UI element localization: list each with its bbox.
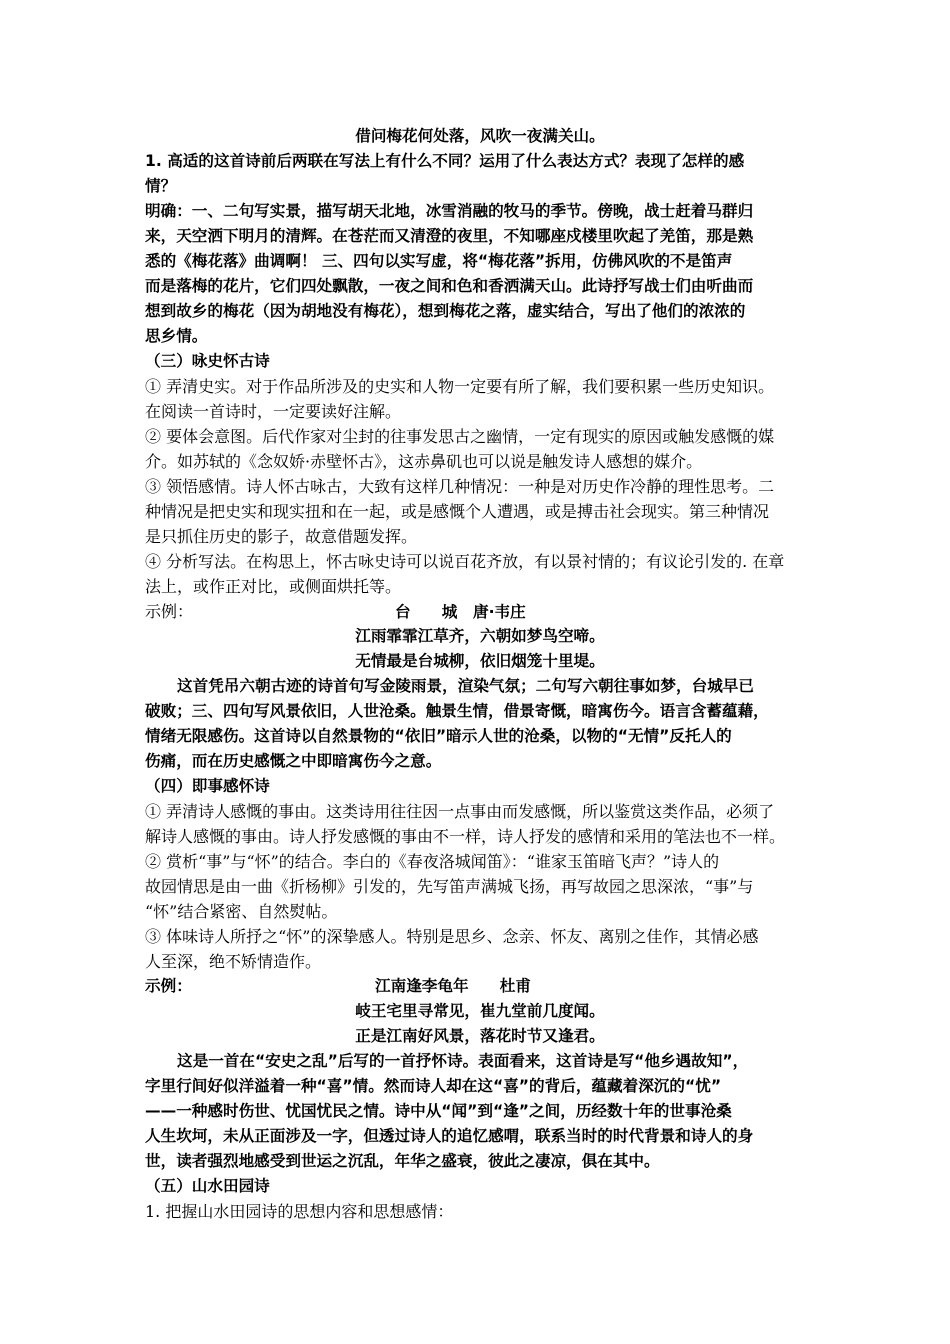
body-line: ① 弄清史实。对于作品所涉及的史实和人物一定要有所了解，我们要积累一些历史知识。 — [145, 377, 775, 396]
answer-line: 来，天空洒下明月的清辉。在苍茫而又清澄的夜里，不知哪座戍楼里吹起了羌笛，那是熟 — [145, 227, 754, 245]
answer-line: 想到故乡的梅花（因为胡地没有梅花），想到梅花之落，虚实结合，写出了他们的浓浓的 — [145, 302, 746, 320]
example-title: 台 城 唐·韦庄 — [395, 603, 526, 621]
analysis-line: 世，读者强烈地感受到世运之沉乱，年华之盛衰，彼此之凄凉，俱在其中。 — [145, 1152, 660, 1170]
analysis-line: 情绪无限感伤。这首诗以自然景物的“依旧”暗示人世的沧桑，以物的“无情”反托人的 — [145, 727, 732, 745]
body-line: ④ 分析写法。在构思上，怀古咏史诗可以说百花齐放，有以景衬情的；有议论引发的. 在章 — [145, 552, 785, 571]
example-row — [145, 599, 815, 624]
section-heading: （四）即事感怀诗 — [145, 777, 270, 795]
section-heading: （三）咏史怀古诗 — [145, 352, 270, 370]
body-line: ③ 体味诗人所抒之“怀”的深挚感人。特别是思乡、念亲、怀友、离别之佳作，其情必感 — [145, 927, 759, 946]
body-line: 是只抓住历史的影子，故意借题发挥。 — [145, 527, 418, 546]
answer-line: 思乡情。 — [145, 327, 208, 345]
section-heading: （五）山水田园诗 — [145, 1177, 270, 1195]
example-label: 示例： — [145, 977, 192, 995]
example-label: 示例： — [145, 602, 194, 621]
poem-line: 岐王宅里寻常见，崔九堂前几度闻。 — [355, 1002, 605, 1020]
body-line: 介。如苏轼的《念奴娇·赤壁怀古》，这赤鼻矶也可以说是触发诗人感想的媒介。 — [145, 452, 703, 471]
body-line: 解诗人感慨的事由。诗人抒发感慨的事由不一样，诗人抒发的感情和采用的笔法也不一样。 — [145, 827, 786, 846]
body-line: ① 弄清诗人感慨的事由。这类诗用往往因一点事由而发感慨，所以鉴赏这类作品，必须了 — [145, 802, 775, 821]
document-page — [145, 124, 815, 1224]
body-line: ② 要体会意图。后代作家对尘封的往事发思古之幽情，一定有现实的原因或触发感慨的媒 — [145, 427, 775, 446]
poem-line: 无情最是台城柳，依旧烟笼十里堤。 — [355, 652, 605, 670]
answer-line: 悉的《梅花落》曲调啊！ 三、四句以实写虚，将“梅花落”拆用，仿佛风吹的不是笛声 — [145, 252, 733, 270]
question-1-line-1: 1. 高适的这首诗前后两联在写法上有什么不同？运用了什么表达方式？表现了怎样的感 — [145, 152, 745, 170]
body-line: “怀”结合紧密、自然熨帖。 — [145, 902, 338, 921]
example-row — [145, 974, 815, 999]
question-1-line-2: 情？ — [145, 177, 177, 195]
analysis-line: 这首凭吊六朝古迹的诗首句写金陵雨景，渲染气氛；二句写六朝往事如梦，台城早已 — [177, 677, 754, 695]
analysis-line: 破败；三、四句写风景依旧，人世沧桑。触景生情，借景寄慨，暗寓伤今。语言含蓄蕴藉， — [145, 702, 769, 720]
body-line: 人至深，绝不矫情造作。 — [145, 952, 322, 971]
body-line: 故园情思是由一曲《折杨柳》引发的，先写笛声满城飞扬，再写故园之思深浓，“事”与 — [145, 877, 754, 896]
body-line: ② 赏析“事”与“怀”的结合。李白的《春夜洛城闻笛》：“谁家玉笛暗飞声？”诗人的 — [145, 852, 720, 871]
poem-last-line: 借问梅花何处落，风吹一夜满关山。 — [355, 127, 605, 145]
analysis-line: 人生坎坷，未从正面涉及一字，但透过诗人的追忆感喟，联系当时的时代背景和诗人的身 — [145, 1127, 754, 1145]
poem-line: 江雨霏霏江草齐，六朝如梦鸟空啼。 — [355, 627, 605, 645]
analysis-line: ——一种感时伤世、忧国忧民之情。诗中从“闻”到“逢”之间，历经数十年的世事沧桑 — [145, 1102, 732, 1120]
example-title: 江南逢李龟年 杜甫 — [375, 977, 531, 995]
body-line: 1. 把握山水田园诗的思想内容和思想感情： — [145, 1202, 454, 1221]
body-line: 在阅读一首诗时，一定要读好注解。 — [145, 402, 402, 421]
body-line: 种情况是把史实和现实扭和在一起，或是感慨个人遭遇，或是搏击社会现实。第三种情况 — [145, 502, 770, 521]
body-line: ③ 领悟感情。诗人怀古咏古，大致有这样几种情况：一种是对历史作冷静的理性思考。二 — [145, 477, 775, 496]
poem-line: 正是江南好风景，落花时节又逢君。 — [355, 1027, 605, 1045]
body-line: 法上，或作正对比，或侧面烘托等。 — [145, 577, 402, 596]
analysis-line: 伤痛，而在历史感慨之中即暗寓伤今之意。 — [145, 752, 442, 770]
answer-line: 而是落梅的花片，它们四处飘散，一夜之间和色和香洒满天山。此诗抒写战士们由听曲而 — [145, 277, 754, 295]
analysis-line: 字里行间好似洋溢着一种“喜”情。然而诗人却在这“喜”的背后，蕴藏着深沉的“忧” — [145, 1077, 722, 1095]
answer-line: 明确：一、二句写实景，描写胡天北地，冰雪消融的牧马的季节。傍晚，战士赶着马群归 — [145, 202, 754, 220]
analysis-line: 这是一首在“安史之乱”后写的一首抒怀诗。表面看来，这首诗是写“他乡遇故知”， — [177, 1052, 749, 1070]
